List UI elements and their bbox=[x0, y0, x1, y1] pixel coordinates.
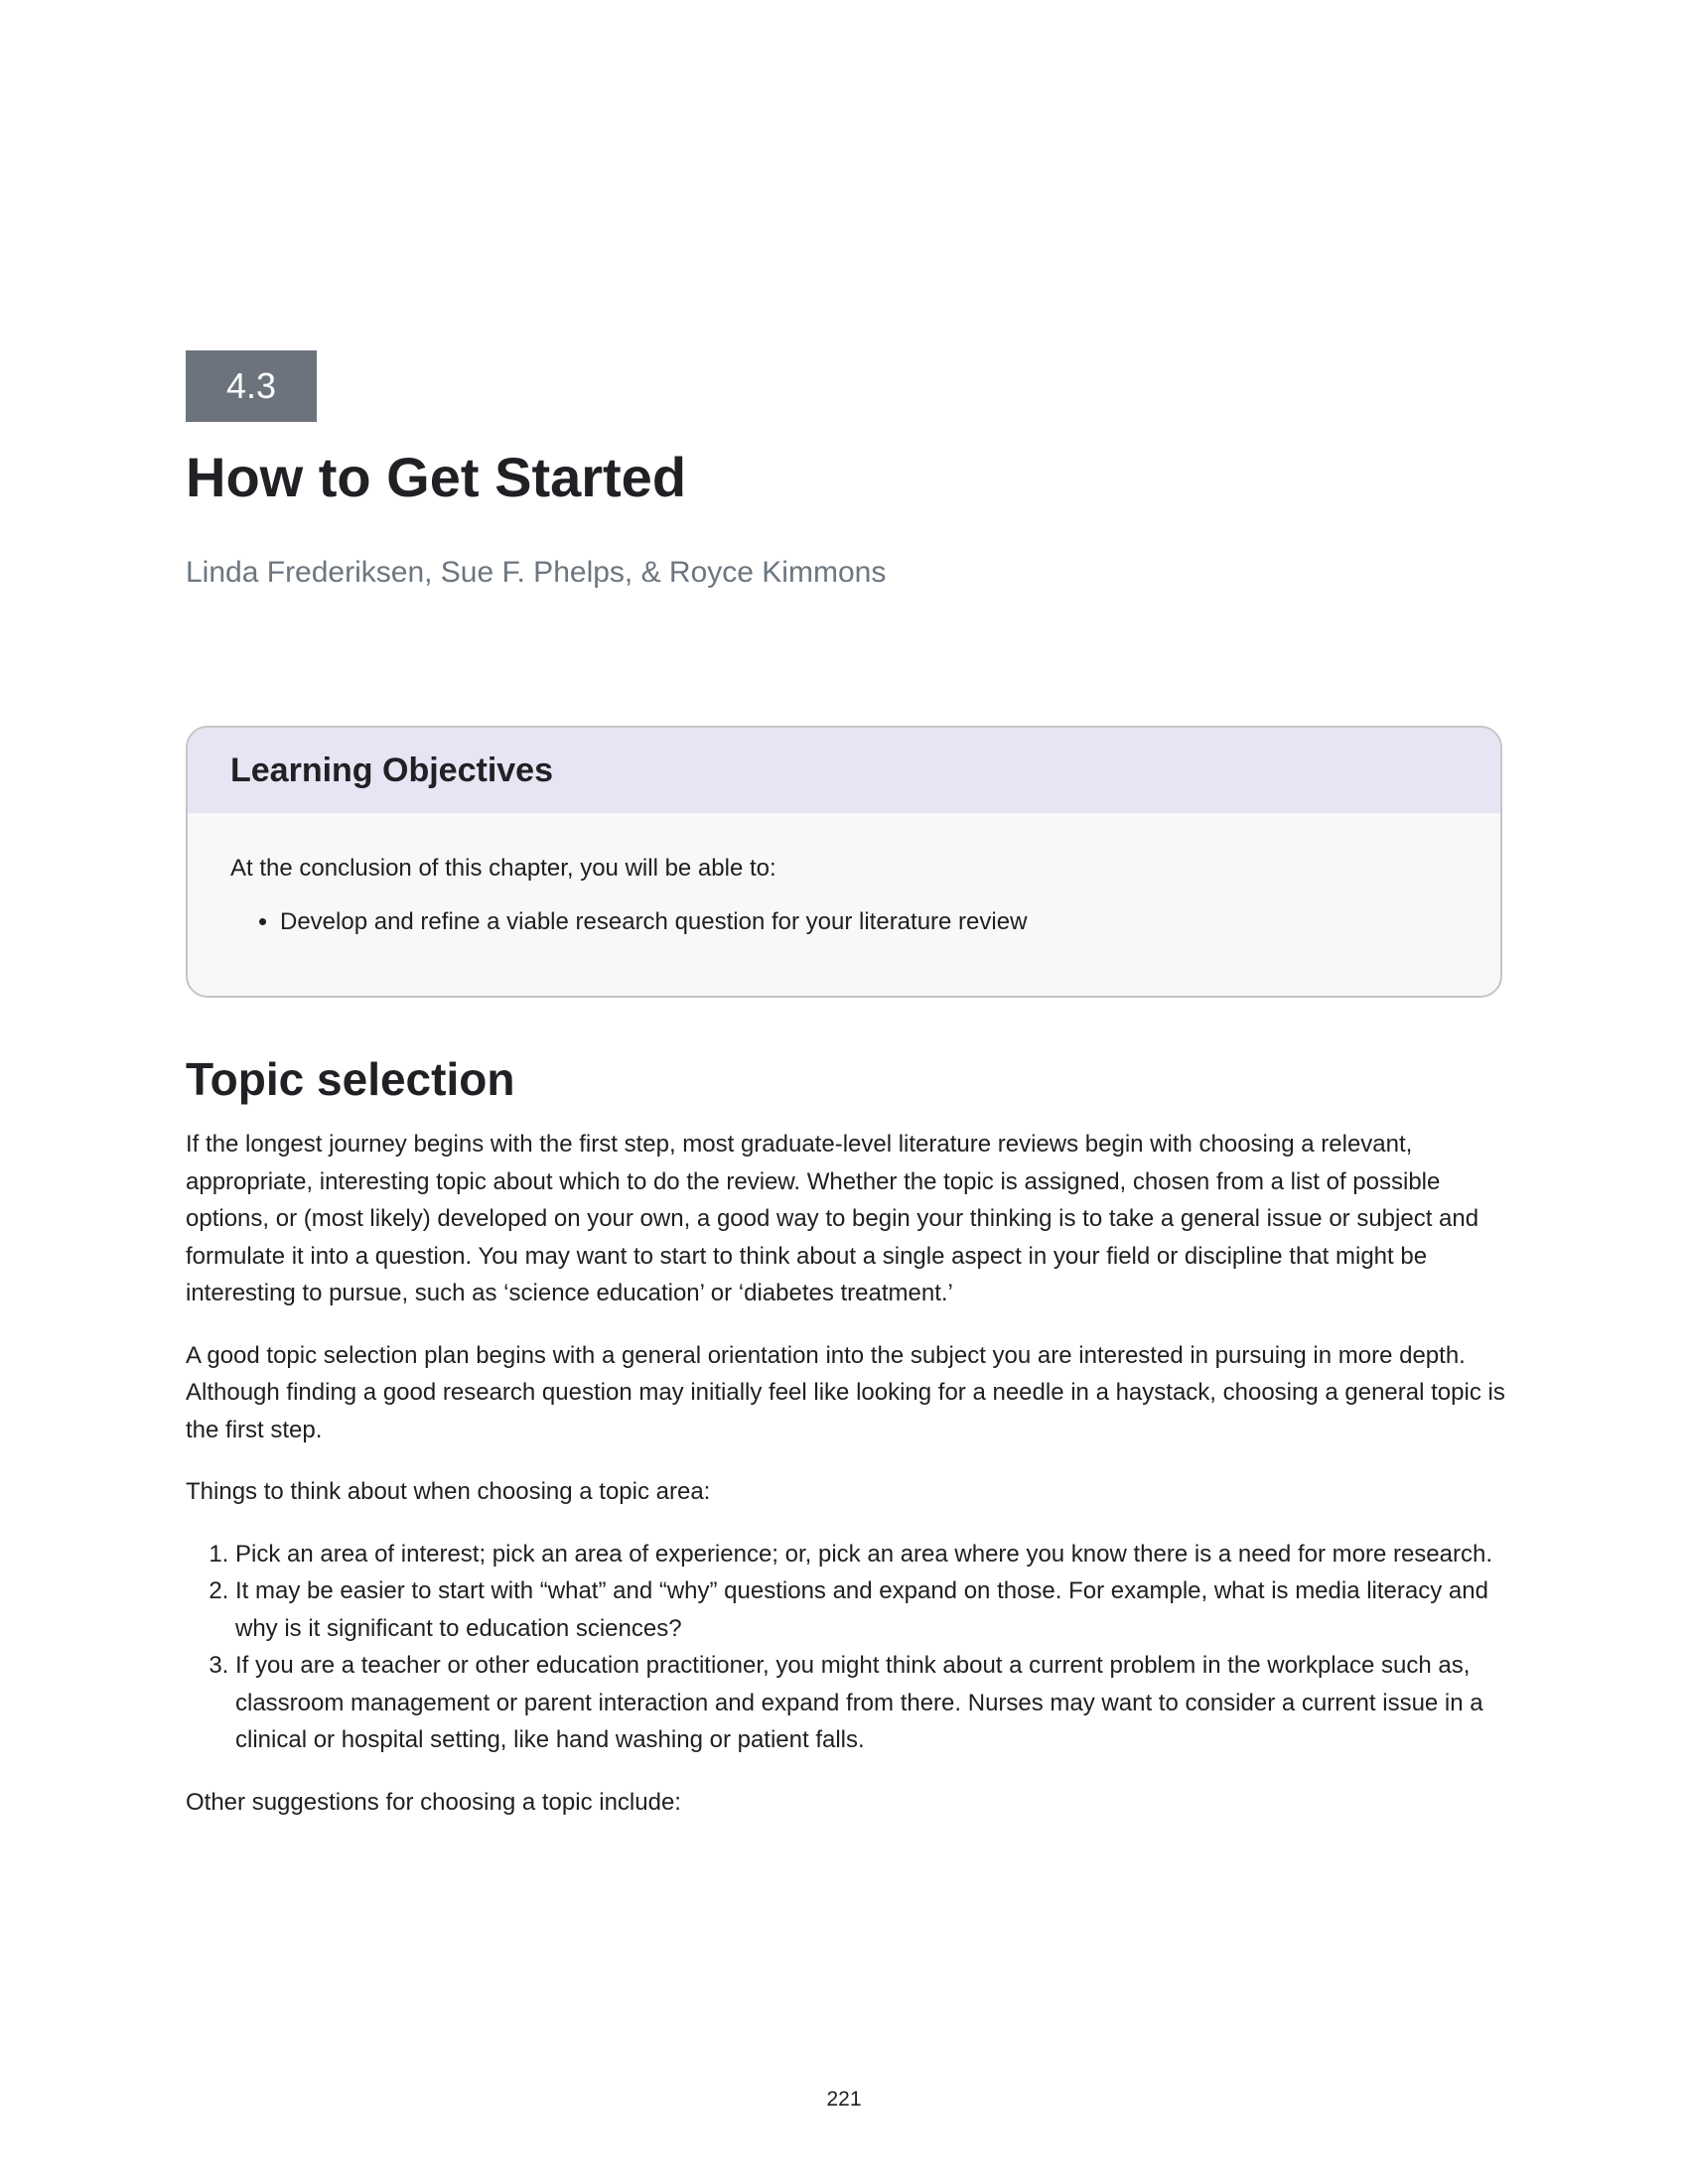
page-number: 221 bbox=[826, 2088, 862, 2111]
learning-objectives-box bbox=[186, 726, 1502, 998]
body-paragraph: Things to think about when choosing a topic area: bbox=[186, 1478, 711, 1505]
chapter-authors: Linda Frederiksen, Sue F. Phelps, & Royce Kimmons bbox=[186, 556, 887, 589]
learning-objectives-title: Learning Objectives bbox=[230, 751, 553, 789]
topic-tips-list bbox=[186, 1536, 1506, 1759]
chapter-number-badge: 4.3 bbox=[186, 350, 317, 422]
learning-objectives-intro: At the conclusion of this chapter, you will be able to: bbox=[230, 855, 776, 882]
section-body bbox=[186, 1126, 1506, 1845]
body-paragraph-closing: Other suggestions for choosing a topic include: bbox=[186, 1788, 681, 1816]
learning-objectives-header bbox=[188, 728, 1500, 813]
page-title: How to Get Started bbox=[186, 446, 687, 508]
learning-objectives-list bbox=[230, 908, 1458, 936]
body-paragraph: A good topic selection plan begins with a general orientation into the subject you are interested in pursuing in more depth. Although finding a good research question may initially feel like looking for a needle in a haystack, choosing a general topic is the first step. bbox=[186, 1341, 1505, 1443]
section-heading-topic-selection: Topic selection bbox=[186, 1053, 515, 1105]
topic-tip-item: 1. Pick an area of interest; pick an area of experience; or, pick an area where you know there is a need for more research. bbox=[235, 1536, 1506, 1573]
topic-tip-item: 2. It may be easier to start with “what” and “why” questions and expand on those. For example, what is media literacy and why is it significant to education sciences? bbox=[235, 1572, 1506, 1647]
learning-objectives-body bbox=[188, 813, 1500, 936]
topic-tip-item: 3. If you are a teacher or other education practitioner, you might think about a current problem in the workplace such as, classroom management or parent interaction and expand from there. Nurses may want to consider a current issue in a clinical or hospital setting, like hand washing or patient falls. bbox=[235, 1647, 1506, 1759]
learning-objective-item: • Develop and refine a viable research question for your literature review bbox=[280, 908, 1458, 936]
body-paragraph: If the longest journey begins with the first step, most graduate-level literature reviews begin with choosing a relevant, appropriate, interesting topic about which to do the review. Whether the topic is assigned, chosen from a list of possible options, or (most likely) developed on your own, a good way to begin your thinking is to take a general issue or subject and formulate it into a question. You may want to start to think about a single aspect in your field or discipline that might be interesting to pursue, such as ‘science education’ or ‘diabetes treatment.’ bbox=[186, 1131, 1479, 1306]
